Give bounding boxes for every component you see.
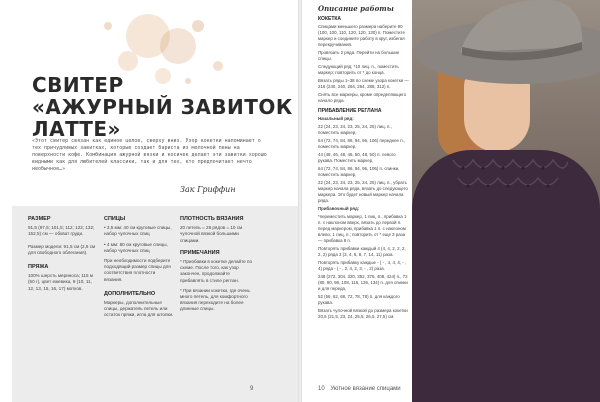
raglan-text-4: 64 (72, 74, 84, 86, 94, 96, 106) п. спинки, поместить маркер, — [318, 166, 400, 177]
lace-yoke-pattern — [448, 150, 568, 200]
page-number-right: 10 — [318, 386, 325, 392]
title-line-1: СВИТЕР — [32, 73, 124, 97]
notes-bullet-1: * Приобавки в кокетке делайте по схеме. После того, как узор закончен, продолжайте прибавлять в стиле реглан. — [180, 259, 253, 283]
inc-text-6: Вязать чулочной вязкой до размера кокетки 20,5 (21,5, 23, 24, 25,5, 26,5, 27,5) см. — [318, 308, 408, 319]
author-signature: Зак Гриффин — [180, 185, 236, 194]
page-number-left: 9 — [250, 386, 254, 392]
raglan-text-1: 22 (24, 23, 24, 23, 25, 24, 25) лиц. п., поместить маркер, — [318, 124, 392, 135]
notes-bullet-2-text: При вязании кокетки, где очень много петель, для комфортного вязания переходите на более длинные спицы. — [180, 287, 250, 312]
yoke-text-4: Снять все маркеры, кроме определяющего начало ряда. — [318, 92, 407, 103]
size-text-2: Размер модели: 91,5 см (2,5 см для свободного облегания). — [28, 243, 96, 255]
raglan-text-5: 22 (24, 23, 24, 23, 25, 24, 25) лиц. п., убрать маркер начала ряда, вязать до следующего маркера. Это будет новый маркер начала ряда. — [318, 180, 408, 203]
inc-text-4: 248 (272, 304, 320, 352, 376, 408, 424) п., 72 (80, 90, 98, 108, 116, 126, 134) п. для спинки и для переда, — [318, 274, 408, 291]
yoke-text-1: Спицами меньшего размера наберите 90 (100, 100, 110, 120, 120, 130) п. Поместите маркер и соедините работу в круг, избегая перекручивания. — [318, 24, 405, 47]
inc-text-3: Повторять прибавку каждые - ( - , 4, 4, 4, - , 4) ряда - ( - , 2, 4, 2, 3, - , 2) раза. — [318, 260, 407, 271]
book-title-footer: Уютное вязание спицами — [330, 386, 401, 392]
right-page — [302, 0, 600, 402]
needles-bullet-1-text: 3,5 мм: 40 см круговые спицы, набор чулочных спиц — [104, 225, 172, 237]
extra-heading: ДОПОЛНИТЕЛЬНО — [104, 290, 156, 297]
needles-bullet-2: • 4 мм: 80 см круговые спицы, набор чулочных спиц — [104, 241, 168, 253]
page-footer-right — [318, 386, 401, 392]
gauge-heading: ПЛОТНОСТЬ ВЯЗАНИЯ — [180, 216, 244, 222]
extra-text: Маркеры, дополнительные спицы, держатель петель или остаток пряжи, игла для штопки. — [104, 300, 174, 318]
needles-text: При необходимости подберите подходящий размер спицы для соответствия плотности вязания. — [104, 258, 171, 282]
raglan-heading: ПРИБАВЛЕНИЕ РЕГЛАНА — [318, 108, 382, 114]
raglan-text-3: 44 (48, 46, 48, 46, 50, 48, 50) п. левого рукава. Поместить маркер, — [318, 152, 396, 163]
model-photo — [412, 0, 600, 402]
yoke-next-row: Следующий ряд: *10 лиц. п., поместить маркер; повторить от * до конца. — [318, 64, 399, 75]
size-heading: РАЗМЕР — [28, 216, 51, 222]
notes-bullet-2: * При вязании кокетки, где очень много петель, для комфортного вязания переходите на более длинные спицы. — [180, 287, 250, 312]
yarn-heading: ПРЯЖА — [28, 264, 49, 271]
inc-text-1: *переместить маркер, 1 лиц. п., прибавка 1 п. с наклоном вверх, вязать до первой п. перед маркером, прибавка 1 п. с наклоном влево, 1 лиц. п.; повторить от * еще 3 раза — прибавка 8 п. — [318, 214, 407, 243]
notes-bullet-1-text: Приобавки в кокетке делайте по схеме. После того, как узор закончен, продолжайте прибавлять в стиле реглан. — [180, 259, 253, 283]
yoke-text-3: Вязать ряды 1–38 по схеме узора кокетки — 216 (240, 240, 264, 264, 288, 312) п. — [318, 78, 409, 89]
needles-bullet-1: • 3,5 мм: 40 см круговые спицы, набор чулочных спиц — [104, 225, 172, 237]
needles-heading: СПИЦЫ — [104, 216, 126, 222]
intro-text: «Этот свитер связан как единое целое, сверху вниз. Узор кокетки напоминает о тех причудливых завитках, которые создает бариста из молочной пены на поверхности кофе. Комбинация ажурной вязки и косичек делает эти завитки хорошо видными как для любителей классики, так и для тех, кто предпочитает нечто необычное…» — [32, 138, 267, 172]
felt-hat-illustration — [400, 0, 600, 112]
left-page — [0, 0, 298, 402]
column-size-yarn — [28, 216, 98, 298]
raglan-text-2: 64 (72, 74, 84, 86, 94, 96, 106) переднее п., поместить маркер, — [318, 138, 406, 149]
column-gauge-notes — [180, 216, 254, 317]
title-line-2: «АЖУРНЫЙ ЗАВИТОК ЛАТТЕ» — [32, 95, 293, 141]
start-row-label: Начальный ряд: — [318, 116, 354, 121]
yoke-heading: КОКЕТКА — [318, 16, 342, 22]
inc-text-2: Повторять прибавки каждый 4 (4, 4, 2, 2, 2, 2, 2) ряда 3 (3, 4, 5, 8, 7, 14, 11) раза. — [318, 246, 406, 257]
inc-text-5: 52 (56, 62, 68, 72, 78, 78) п. для каждого рукава. — [318, 294, 400, 305]
instructions-title: Описание работы — [318, 4, 394, 13]
notes-heading: ПРИМЕЧАНИЯ — [180, 249, 220, 256]
size-text-1: 91,5 (97,5; 101,5; 112; 122; 132; 152,5) см — обхват груди. — [28, 225, 95, 237]
gauge-text: 20 петель = 28 рядов = 10 см чулочной вязкой большими спицами. — [180, 225, 243, 243]
column-needles-extra — [104, 216, 174, 325]
inc-row-label: Прибавочный ряд: — [318, 206, 360, 211]
pattern-title — [32, 74, 298, 140]
yarn-text: 100% шерсть мериноса; 115 м (50 г), цвет ежевика, 9 (10, 11, 12, 13, 15, 16, 17) мотков. — [28, 273, 93, 291]
yoke-text-2: Провязать 2 ряда. Перейти на большие спицы. — [318, 50, 400, 61]
needles-bullet-2-text: 4 мм: 80 см круговые спицы, набор чулочных спиц — [104, 241, 168, 253]
pattern-instructions — [318, 6, 410, 322]
